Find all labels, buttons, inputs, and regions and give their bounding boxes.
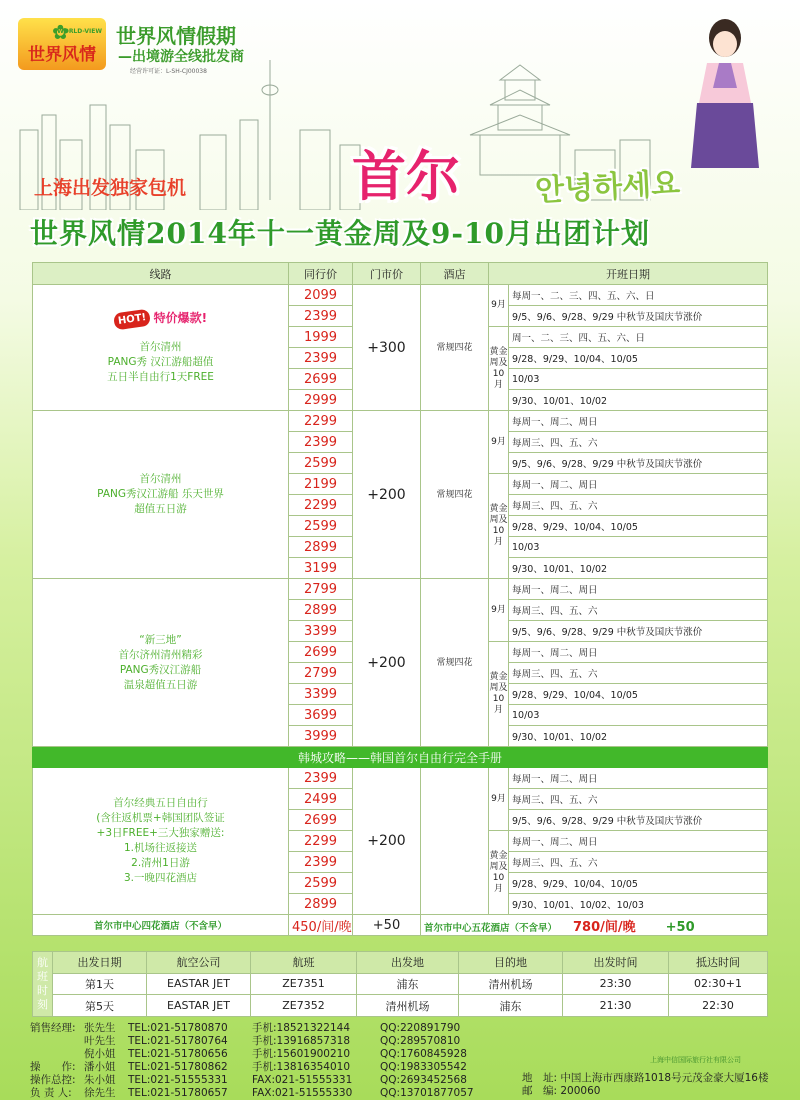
departure-dates: 9/30、10/01、10/02 [509,726,768,747]
contact-qq: QQ:220891790 [380,1022,461,1034]
address-block [522,1072,768,1098]
hotel-upgrade-5star-add: +50 [665,919,695,935]
trade-price: 3399 [289,621,353,642]
hotel-upgrade-4star-add: +50 [353,915,421,936]
hanbok-girl-illustration [685,8,765,173]
trade-price: 2899 [289,537,353,558]
departure-dates: 9/28、9/29、10/04、10/05 [509,873,768,894]
hotel-upgrade-4star-price: 450/间/晚 [289,915,353,936]
hot-deal-line [36,311,285,328]
table-header-row [33,263,768,285]
schedule-row [33,768,768,789]
trade-price: 2599 [289,516,353,537]
flight-cell: 23:30 [563,973,669,995]
trade-price: 3199 [289,558,353,579]
route-line: 首尔清州 [139,473,182,485]
contact-qq: QQ:2693452568 [380,1074,467,1086]
trade-price: 3399 [289,684,353,705]
route-cell [33,285,289,411]
departure-dates: 9/5、9/6、9/28、9/29 中秋节及国庆节涨价 [509,453,768,474]
hot-badge: HOT! [113,308,151,330]
departure-dates: 9/28、9/29、10/04、10/05 [509,348,768,369]
contact-role: 销售经理: [30,1022,76,1034]
contact-name: 张先生 [84,1022,116,1034]
contact-tel: TEL:021-51780870 [128,1022,228,1034]
tour-schedule-table [32,262,768,936]
header-gate-price: 门市价 [353,263,421,285]
flight-cell: 22:30 [669,995,768,1017]
contact-mobile-fax: FAX:021-51555331 [252,1074,353,1086]
departure-dates: 9/30、10/01、10/02、10/03 [509,894,768,915]
month-label-september: 9月 [489,579,509,642]
postcode-line: 邮 编: 200060 [522,1085,601,1097]
departure-dates: 每周三、四、五、六 [509,852,768,873]
flight-cell: 21:30 [563,995,669,1017]
flight-row [33,995,768,1017]
route-line: PANG秀 汉江游船超值 [107,355,214,368]
guide-banner-row [33,747,768,768]
contact-row [30,1048,500,1061]
route-line: 1.机场往返接送 [123,842,198,854]
flight-cell: 清州机场 [357,995,459,1017]
schedule-row [33,411,768,432]
trade-price: 2799 [289,579,353,600]
departure-dates: 每周一、周二、周日 [509,768,768,789]
month-label-golden-week: 黄金周及10月 [489,642,509,747]
departure-dates: 9/5、9/6、9/28、9/29 中秋节及国庆节涨价 [509,810,768,831]
header [0,0,800,255]
header-dates: 开班日期 [489,263,768,285]
route-line: 温泉超值五日游 [123,678,198,691]
contact-tel: TEL:021-51780862 [128,1061,228,1073]
departure-dates: 每周三、四、五、六 [509,600,768,621]
contact-role: 操 作: [30,1061,76,1073]
month-label-september: 9月 [489,768,509,831]
trade-price: 2399 [289,306,353,327]
departure-dates: 周一、二、三、四、五、六、日 [509,327,768,348]
address-line: 地 址: 中国上海市西康路1018号元茂金豪大厦16楼 [522,1072,769,1084]
route-line: 首尔经典五日自由行 [113,797,208,809]
schedule-row [33,579,768,600]
contact-mobile-fax: FAX:021-51555330 [252,1087,353,1099]
contact-name: 叶先生 [84,1035,116,1047]
flight-cell: 第1天 [53,973,147,995]
departure-dates: 9/30、10/01、10/02 [509,390,768,411]
contact-name: 潘小姐 [84,1061,116,1073]
hotel-upgrade-5star [421,915,768,936]
flight-cell: 浦东 [459,995,563,1017]
departure-dates: 每周三、四、五、六 [509,663,768,684]
hotel-type: 常规四花 [421,285,489,411]
flight-cell: EASTAR JET [147,995,251,1017]
trade-price: 2699 [289,810,353,831]
header-trade-price: 同行价 [289,263,353,285]
trade-price: 2299 [289,411,353,432]
route-line: “新三地” [139,633,182,646]
flight-cell: 浦东 [357,973,459,995]
trade-price: 2099 [289,285,353,306]
departure-dates: 10/03 [509,369,768,390]
hotel-upgrade-4star: 首尔市中心四花酒店（不含早） [33,915,289,936]
departure-dates: 10/03 [509,537,768,558]
route-cell [33,579,289,747]
shanghai-departure-label: 上海出发独家包机 [34,177,187,199]
brand-title: 世界风情假期 [116,24,236,48]
flight-header: 航班 [251,952,357,974]
contact-mobile-fax: 手机:13916857318 [252,1035,351,1047]
schedule-row [33,285,768,306]
flight-header: 出发日期 [53,952,147,974]
logo-small-text: WORLD-VIEW [57,28,102,35]
route-cell [33,411,289,579]
contact-row [30,1074,500,1087]
company-name: 上海中信国际旅行社有限公司 [650,1056,741,1064]
trade-price: 2399 [289,852,353,873]
flight-header: 目的地 [459,952,563,974]
logo-text: 世界风情 [28,45,96,65]
hotel-type: 常规四花 [421,411,489,579]
city-title: 首尔 [352,145,460,208]
flight-cell: ZE7351 [251,973,357,995]
hot-deal-label: 特价爆款! [153,310,208,325]
schedule-body [33,285,768,936]
trade-price: 2299 [289,831,353,852]
flight-header: 出发时间 [563,952,669,974]
departure-dates: 9/28、9/29、10/04、10/05 [509,516,768,537]
trade-price: 2399 [289,432,353,453]
departure-dates: 每周一、周二、周日 [509,579,768,600]
license-number: 经营许可证：L-SH-CJ00038 [130,68,207,75]
flight-side-label: 航班时刻 [33,952,53,1017]
trade-price: 2699 [289,369,353,390]
route-line: 首尔济州清州精彩 [118,648,203,661]
contact-mobile-fax: 手机:18521322144 [252,1022,351,1034]
route-line: +3日FREE+三大独家赠送: [96,827,225,839]
contact-list [30,1022,500,1100]
departure-dates: 每周一、二、三、四、五、六、日 [509,285,768,306]
brand-logo [18,18,106,70]
header-hotel: 酒店 [421,263,489,285]
contact-qq: QQ:13701877057 [380,1087,474,1099]
flight-header-row [33,952,768,974]
contact-mobile-fax: 手机:13816354010 [252,1061,351,1073]
trade-price: 2499 [289,789,353,810]
gate-price: +200 [353,768,421,915]
hotel-upgrade-5star-price: 780/间/晚 [573,919,636,935]
departure-dates: 每周一、周二、周日 [509,831,768,852]
trade-price: 2699 [289,642,353,663]
route-line: 首尔清州 [139,340,182,353]
flight-row [33,973,768,995]
contact-row [30,1061,500,1074]
hotel-upgrade-5star-name: 首尔市中心五花酒店（不含早） [424,922,558,934]
contact-qq: QQ:1760845928 [380,1048,467,1060]
month-label-september: 9月 [489,285,509,327]
flight-header: 抵达时间 [669,952,768,974]
contact-tel: TEL:021-51780657 [128,1087,228,1099]
route-line: 五日半自由行1天FREE [107,370,214,383]
flight-table [32,951,768,1017]
departure-dates: 每周一、周二、周日 [509,474,768,495]
route-line: 3.一晚四花酒店 [123,872,198,884]
trade-price: 1999 [289,327,353,348]
route-line: 超值五日游 [134,503,187,515]
hotel-upgrade-row [33,915,768,936]
flight-header: 航空公司 [147,952,251,974]
contact-name: 朱小姐 [84,1074,116,1086]
contact-name: 徐先生 [84,1087,116,1099]
trade-price: 2599 [289,873,353,894]
departure-dates: 每周三、四、五、六 [509,495,768,516]
header-route: 线路 [33,263,289,285]
departure-dates: 9/28、9/29、10/04、10/05 [509,684,768,705]
contact-qq: QQ:1983305542 [380,1061,467,1073]
palm-icon: ✿ [52,20,69,44]
trade-price: 3999 [289,726,353,747]
route-line: (含往返机票+韩国团队签证 [96,812,225,824]
trade-price: 2399 [289,348,353,369]
month-label-golden-week: 黄金周及10月 [489,474,509,579]
contact-mobile-fax: 手机:15601900210 [252,1048,351,1060]
contact-role: 负 责 人: [30,1087,72,1099]
month-label-golden-week: 黄金周及10月 [489,831,509,915]
contact-tel: TEL:021-51780764 [128,1035,228,1047]
flight-cell: 第5天 [53,995,147,1017]
contact-qq: QQ:289570810 [380,1035,461,1047]
departure-dates: 9/5、9/6、9/28、9/29 中秋节及国庆节涨价 [509,621,768,642]
guide-banner: 韩城攻略——韩国首尔自由行完全手册 [33,747,768,768]
hotel-type: 常规四花 [421,579,489,747]
departure-dates: 每周三、四、五、六 [509,789,768,810]
flight-cell: 02:30+1 [669,973,768,995]
trade-price: 2999 [289,390,353,411]
month-label-golden-week: 黄金周及10月 [489,327,509,411]
gate-price: +300 [353,285,421,411]
main-title: 世界风情2014年十一黄金周及9-10月出团计划 [30,217,650,250]
flight-cell: EASTAR JET [147,973,251,995]
departure-dates: 每周三、四、五、六 [509,432,768,453]
contact-row [30,1022,500,1035]
route-line: PANG秀汉江游船 乐天世界 [97,488,224,500]
trade-price: 2199 [289,474,353,495]
departure-dates: 9/30、10/01、10/02 [509,558,768,579]
trade-price: 3699 [289,705,353,726]
trade-price: 2899 [289,600,353,621]
brand-subtitle: —出境游全线批发商 [118,49,244,65]
hotel-type [421,768,489,915]
trade-price: 2399 [289,768,353,789]
trade-price: 2299 [289,495,353,516]
flight-cell: 清州机场 [459,973,563,995]
route-line: 2.清州1日游 [131,857,190,869]
flight-header: 出发地 [357,952,459,974]
trade-price: 2899 [289,894,353,915]
contact-name: 倪小姐 [84,1048,116,1060]
korean-greeting: 안녕하세요 [534,166,681,209]
trade-price: 2599 [289,453,353,474]
trade-price: 2799 [289,663,353,684]
flight-cell: ZE7352 [251,995,357,1017]
contact-role: 操作总控: [30,1074,76,1086]
route-cell [33,768,289,915]
departure-dates: 每周一、周二、周日 [509,642,768,663]
contact-tel: TEL:021-51780656 [128,1048,228,1060]
departure-dates: 10/03 [509,705,768,726]
departure-dates: 每周一、周二、周日 [509,411,768,432]
gate-price: +200 [353,579,421,747]
contact-row [30,1087,500,1100]
route-line: PANG秀汉江游船 [119,663,202,676]
contact-row [30,1035,500,1048]
contact-tel: TEL:021-51555331 [128,1074,228,1086]
month-label-september: 9月 [489,411,509,474]
gate-price: +200 [353,411,421,579]
departure-dates: 9/5、9/6、9/28、9/29 中秋节及国庆节涨价 [509,306,768,327]
